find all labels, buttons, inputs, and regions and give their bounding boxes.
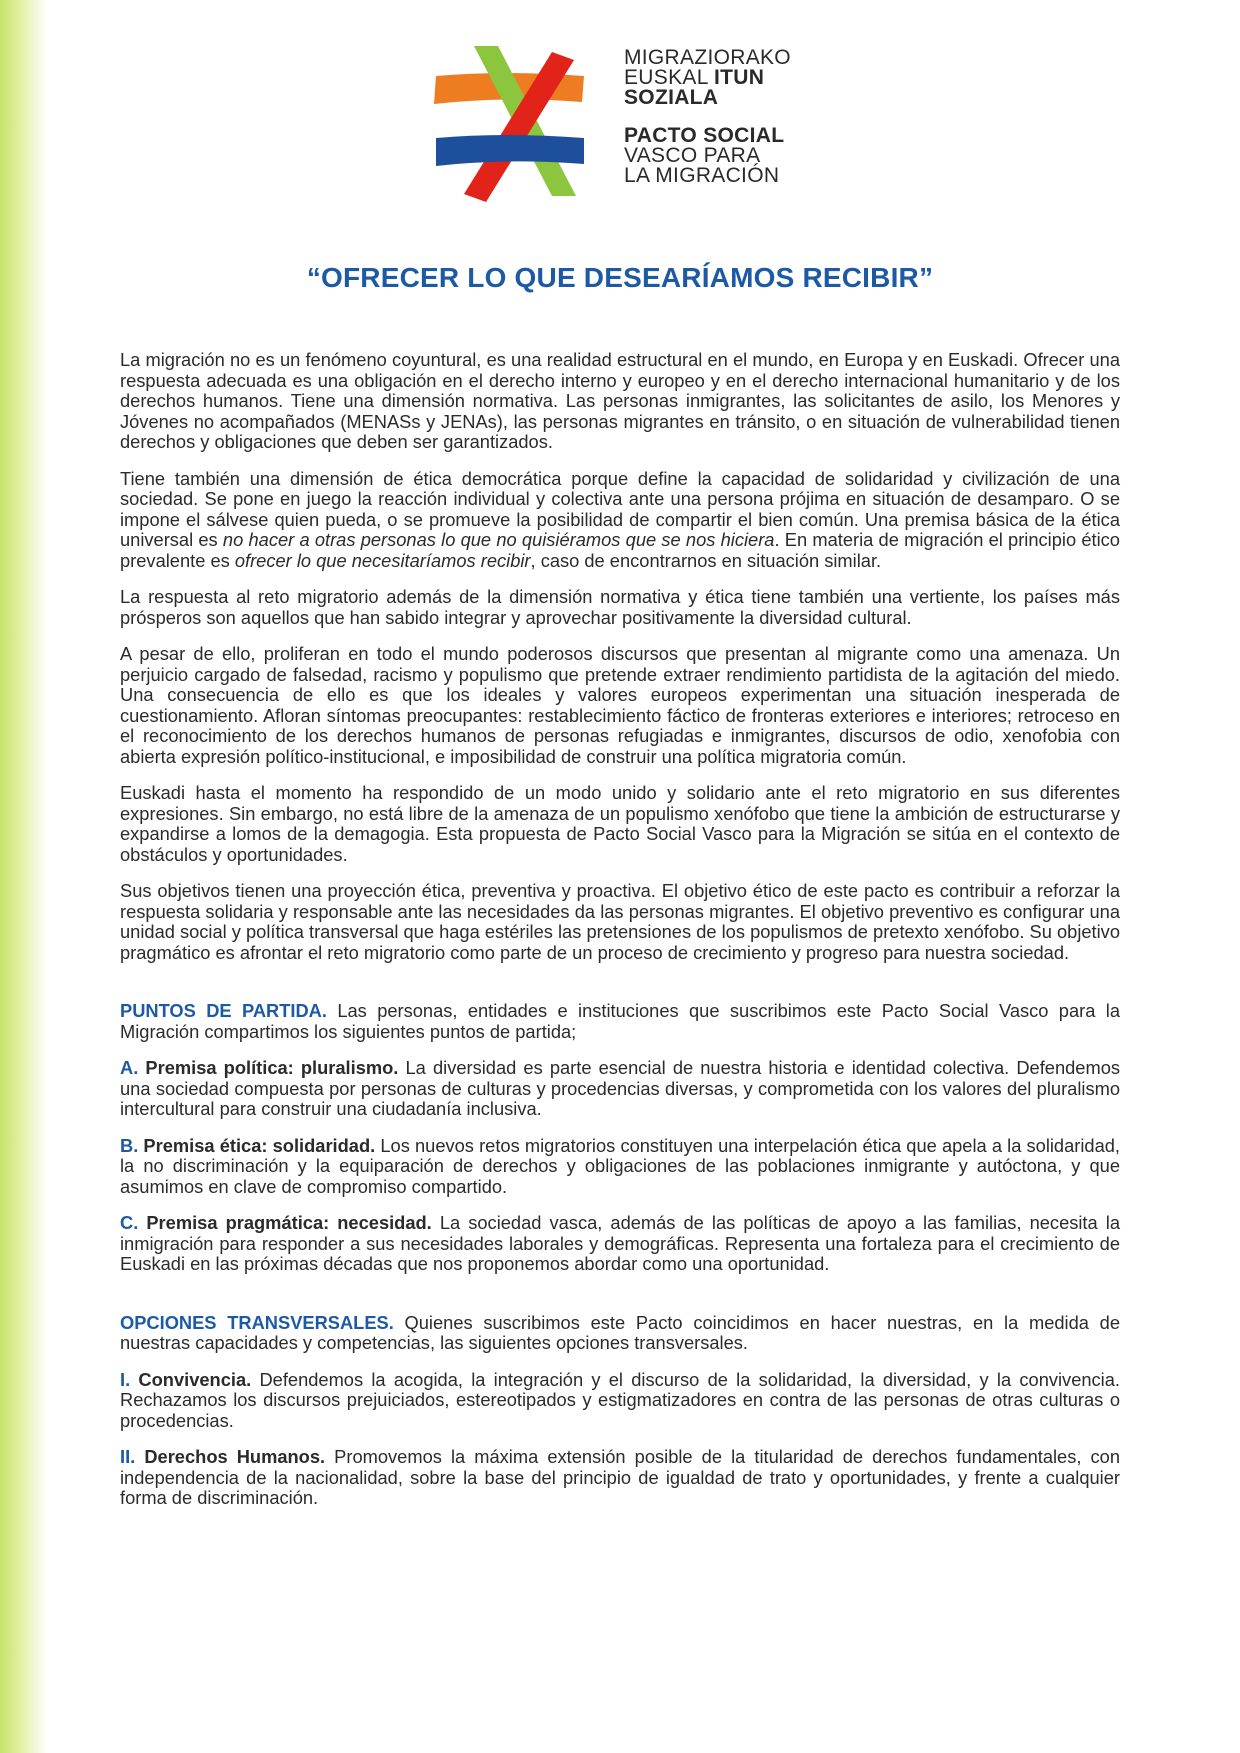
premisa-b-title: Premisa ética: solidaridad.	[138, 1134, 376, 1156]
logo-es-line-1: PACTO SOCIAL	[624, 124, 785, 147]
document-title: “OFRECER LO QUE DESEARÍAMOS RECIBIR”	[306, 262, 934, 293]
intro-paragraph-3: La respuesta al reto migratorio además de la dimensión normativa y ética tiene también una vertiente, los países más prósperos son aquellos que han sabido integrar y aprovechar positivamente la diversidad cultural.	[120, 586, 1120, 628]
intro-paragraph-1: La migración no es un fenómeno coyuntural, es una realidad estructural en el mundo, en Europa y en Euskadi. Ofrecer una respuesta adecuada es una obligación en el derecho interno y europeo y en el derecho internacional humanitario y de los derechos humanos. Tiene una dimensión normativa. Las personas inmigrantes, las solicitantes de asilo, los Menores y Jóvenes no acompañados (MENASs y JENAs), las personas migrantes en tránsito, o en situación de vulnerabilidad tienen derechos y obligaciones que deben ser garantizados.	[120, 349, 1120, 452]
intro-p2-text-a: Tiene también una dimensión de ética democrática porque define la capacidad de solidaridad y civilización de una sociedad. Se pone en juego la reacción individual y colectiva ante una persona prójima en situación de desamparo. O se impone el sálvese quien pueda, o se promueve la posibilidad de compartir el bien común. Una premisa básica de la ética universal es	[120, 467, 1120, 550]
logo-eu-line-3: SOZIALA	[624, 86, 719, 109]
opciones-heading: OPCIONES TRANSVERSALES.	[120, 1311, 394, 1333]
puntos-intro	[120, 1001, 1120, 1042]
opcion-ii-text: Promovemos la máxima extensión posible de la titularidad de derechos fundamentales, con independencia de la nacionalidad, sobre la base del principio de igualdad de trato y oportunidades, y frente a cualquier forma de discriminación.	[120, 1446, 1120, 1508]
intro-p2-italic-1: no hacer a otras personas lo que no quisiéramos que se nos hiciera	[222, 529, 775, 550]
premisa-c-letter: C.	[120, 1212, 139, 1233]
premisa-c-title: Premisa pragmática: necesidad.	[138, 1212, 432, 1233]
opcion-ii-title: Derechos Humanos.	[135, 1446, 326, 1467]
opcion-ii	[120, 1447, 1120, 1509]
premisa-b	[120, 1136, 1120, 1198]
opcion-ii-number: II.	[120, 1446, 136, 1467]
logo-es-line-3: LA MIGRACIÓN	[624, 164, 780, 187]
logo-eu-line-2b: ITUN	[714, 66, 765, 89]
logo-es-line-2: VASCO PARA	[624, 144, 761, 167]
premisa-c	[120, 1213, 1120, 1275]
intro-p2-text-c: , caso de encontrarnos en situación similar.	[530, 549, 882, 571]
opcion-i-title: Convivencia.	[130, 1368, 252, 1390]
document-body	[120, 350, 1120, 1525]
premisa-a-text: La diversidad es parte esencial de nuestra historia e identidad colectiva. Defendemos una sociedad compuesta por personas de culturas y procedencias diversas, y comprometida con los valores del pluralismo intercultural para construir una ciudadanía inclusiva.	[120, 1057, 1120, 1119]
opciones-intro	[120, 1313, 1120, 1354]
puntos-heading: PUNTOS DE PARTIDA.	[120, 1000, 327, 1021]
opcion-i-text: Defendemos la acogida, la integración y el discurso de la solidaridad, la diversidad, y la convivencia. Rechazamos los discursos prejuiciados, estereotipados y estigmatizadores en contra de las personas de otras culturas o procedencias.	[120, 1368, 1120, 1431]
logo-emblem-icon	[434, 46, 594, 206]
logo-eu-line-2	[624, 68, 791, 88]
puntos-intro-text: Las personas, entidades e instituciones que suscribimos este Pacto Social Vasco para la Migración compartimos los siguientes puntos de partida;	[120, 1000, 1120, 1042]
premisa-c-text: La sociedad vasca, además de las políticas de apoyo a las familias, necesita la inmigración para responder a sus necesidades laborales y demográficas. Representa una fortaleza para el crecimiento de Euskadi en las próximas décadas que nos proponemos abordar como una oportunidad.	[120, 1212, 1120, 1274]
premisa-a-title: Premisa política: pluralismo.	[138, 1057, 399, 1078]
logo-eu-line-1: MIGRAZIORAKO	[624, 46, 791, 69]
pacto-social-logo	[434, 46, 794, 206]
opcion-i-number: I.	[120, 1368, 131, 1390]
premisa-b-letter: B.	[120, 1134, 139, 1156]
intro-paragraph-4: A pesar de ello, proliferan en todo el mundo poderosos discursos que presentan al migrante como una amenaza. Un perjuicio cargado de falsedad, racismo y populismo que pretende extraer rendimiento partidista de la agitación del miedo. Una consecuencia de ello es que los ideales y valores europeos experimentan una situación inesperada de cuestionamiento. Afloran síntomas preocupantes: restablecimiento fáctico de fronteras exteriores e interiores; retroceso en el reconocimiento de los derechos humanos de personas refugiadas e inmigrantes, discursos de odio, xenofobia con abierta expresión político-institucional, e imposibilidad de construir una política migratoria común.	[120, 643, 1120, 767]
intro-paragraph-5: Euskadi hasta el momento ha respondido de un modo unido y solidario ante el reto migratorio en sus diferentes expresiones. Sin embargo, no está libre de la amenaza de un populismo xenófobo que tiene la ambición de estructurarse y expandirse a lomos de la demagogia. Esta propuesta de Pacto Social Vasco para la Migración se sitúa en el contexto de obstáculos y oportunidades.	[120, 782, 1120, 865]
intro-p2-text-b: . En materia de migración el principio ético prevalente es	[120, 529, 1120, 571]
premisa-b-text: Los nuevos retos migratorios constituyen una interpelación ética que apela a la solidaridad, la no discriminación y la equiparación de derechos y obligaciones de las poblaciones inmigrante y autóctona, y que asumimos en clave de compromiso compartido.	[120, 1134, 1121, 1197]
premisa-a-letter: A.	[120, 1057, 139, 1078]
premisa-a	[120, 1058, 1120, 1120]
intro-paragraph-2	[120, 469, 1120, 572]
intro-p2-italic-2: ofrecer lo que necesitaríamos recibir	[234, 549, 531, 571]
opcion-i	[120, 1370, 1120, 1432]
logo-text	[624, 48, 791, 186]
opciones-intro-text: Quienes suscribimos este Pacto coincidimos en hacer nuestras, en la medida de nuestras capacidades y competencias, las siguientes opciones transversales.	[120, 1311, 1120, 1353]
logo-eu-line-2a: EUSKAL	[624, 66, 715, 89]
intro-paragraph-6: Sus objetivos tienen una proyección ética, preventiva y proactiva. El objetivo ético de este pacto es contribuir a reforzar la respuesta solidaria y responsable ante las necesidades da las personas migrantes. El objetivo preventivo es configurar una unidad social y política transversal que haga estériles las pretensiones de los populismos de pretexto xenófobo. Su objetivo pragmático es afrontar el reto migratorio como parte de un proceso de crecimiento y progreso para nuestra sociedad.	[120, 880, 1120, 963]
